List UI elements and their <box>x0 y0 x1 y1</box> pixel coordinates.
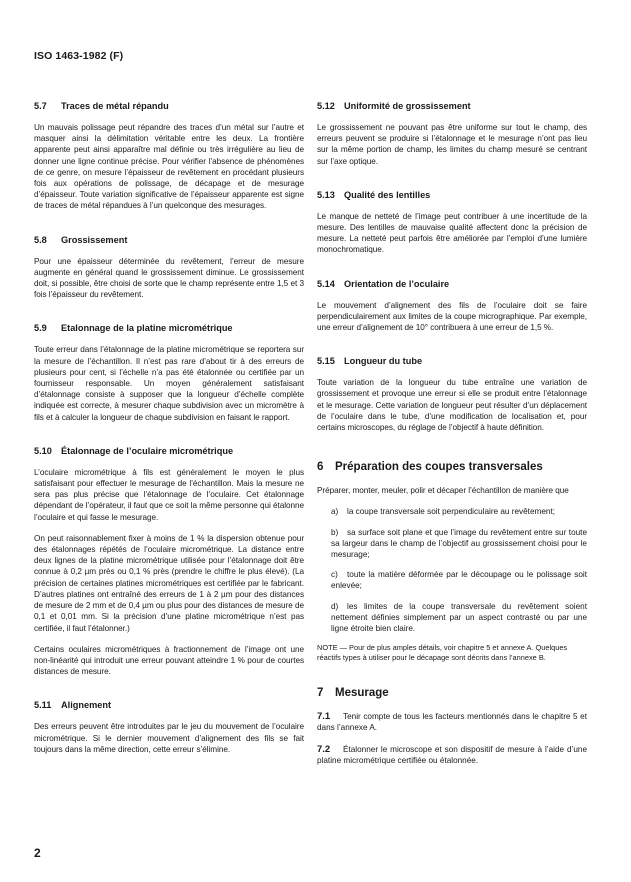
section-title: Étalonnage de l’oculaire micrométrique <box>61 445 234 456</box>
section-number: 5.10 <box>34 445 52 456</box>
section-heading <box>317 100 587 112</box>
section-number: 5.11 <box>34 700 52 711</box>
section-heading <box>34 100 304 112</box>
list-text: la coupe transversale soit perpendiculaire au revêtement; <box>347 507 555 517</box>
section-title: Alignement <box>61 700 112 711</box>
section-5-12 <box>317 100 587 167</box>
paragraph-text: Tenir compte de tous les facteurs mentionnés dans le chapitre 5 et dans l’annexe A. <box>317 712 587 733</box>
intro-paragraph: Préparer, monter, meuler, polir et décaper l’échantillon de manière que <box>317 486 569 496</box>
list-label: d) <box>331 601 339 611</box>
list-text: sa surface soit plane et que l’image du revêtement entre sur toute sa largeur dans le champ de l’objectif au grossissement choisi pour le mesurage; <box>331 527 587 560</box>
list-text: toute la matière déformée par le découpage ou le polissage soit enlevée; <box>331 570 587 591</box>
paragraph: Pour une épaisseur déterminée du revêtement, l’erreur de mesure augmente en général quand le grossissement diminue. Le grossissement doit, si possible, être choisi de sorte que le champ représente entre 1,5 et 3 fois l’épaisseur du revêtement. <box>34 256 304 300</box>
section-title: Longueur du tube <box>344 356 423 367</box>
section-number: 5.13 <box>317 189 335 200</box>
paragraph: Toute erreur dans l’étalonnage de la platine micrométrique se reportera sur la mesure de l’échantillon. Il n’est pas rare d’about tir à des erreurs de plusieurs pour cent, si l’échelle n’a pas été étalonnée ou certifiée par un fournisseur responsable. Un moyen généralement satisfaisant d’étalonnage consiste à supposer que la longueur d’échelle complète indiquée est correcte, à mesurer chaque subdivision avec un micromètre à fils et à calculer la longueur de chaque subdivision en faisant le rapport. <box>34 345 304 422</box>
paragraph: Certains oculaires micrométriques à fractionnement de l’image ont une non-linéarité qui introduit une erreur pouvant atteindre 1 % pour de courtes distances de mesure. <box>34 644 304 677</box>
section-number: 5.8 <box>34 234 47 245</box>
section-title: Uniformité de grossissement <box>344 101 471 111</box>
section-heading <box>34 234 304 246</box>
section-heading <box>34 699 304 711</box>
paragraph-text: Étalonner le microscope et son dispositif de mesure à l’aide d’une platine micrométrique certifiée ou étalonnée. <box>317 744 587 765</box>
paragraph: Le mouvement d’alignement des fils de l’oculaire doit se faire perpendiculairement aux limites de la coupe micrographique. Par exemple, une erreur d’alignement de 10° contribuera à une erreur de 1,5 %. <box>317 300 587 333</box>
list-label: c) <box>331 570 338 580</box>
section-number: 5.9 <box>34 323 47 334</box>
numbered-paragraph <box>317 744 587 766</box>
section-5-7 <box>34 100 304 212</box>
list-item <box>331 601 587 635</box>
section-5-11 <box>34 699 304 755</box>
section-title: Orientation de l’oculaire <box>344 278 450 289</box>
section-number: 5.15 <box>317 356 335 367</box>
list-label: a) <box>331 507 339 517</box>
section-heading <box>317 278 587 290</box>
section-number: 5.12 <box>317 101 335 111</box>
section-title: Qualité des lentilles <box>344 189 431 200</box>
page-number: 2 <box>34 846 41 860</box>
paragraph: Le grossissement ne pouvant pas être uniforme sur tout le champ, des erreurs peuvent se produire si l’étalonnage et le mesurage n’ont pas lieu sur la même portion de champ, les limites du champ mesuré se centrant sur l’axe optique. <box>317 123 587 166</box>
section-7 <box>317 687 587 766</box>
standard-header: ISO 1463-1982 (F) <box>34 50 124 62</box>
right-column <box>317 100 587 776</box>
chapter-number: 7 <box>317 687 324 700</box>
chapter-number: 6 <box>317 461 324 474</box>
section-title: Etalonnage de la platine micrométrique <box>61 323 233 334</box>
numbered-paragraph <box>317 711 587 733</box>
paragraph-number: 7.1 <box>317 711 331 723</box>
section-6 <box>317 461 587 663</box>
chapter-heading <box>317 461 587 473</box>
paragraph: L’oculaire micrométrique à fils est généralement le moyen le plus satisfaisant pour effectuer le mesurage de l’échantillon. Mais la mesure ne sera pas plus précise que l’étalonnage de l’oculaire. Cet étalonnage dépendant de l’opérateur, il faut que ce soit la même personne qui étalonne l’oculaire et qui fasse le mesurage. <box>34 467 304 522</box>
section-number: 5.7 <box>34 101 47 111</box>
section-heading <box>317 355 587 367</box>
left-column <box>34 100 304 765</box>
section-title: Grossissement <box>61 234 128 245</box>
section-title: Traces de métal répandu <box>61 101 169 111</box>
paragraph: Des erreurs peuvent être introduites par le jeu du mouvement de l’oculaire micrométrique. Si le dernier mouvement d’alignement des fils se fait toujours dans la même direction, cette erreur s’élimine. <box>34 722 304 754</box>
chapter-heading <box>317 687 587 699</box>
section-heading <box>34 322 304 334</box>
paragraph: On peut raisonnablement fixer à moins de 1 % la dispersion obtenue pour des étalonnages répétés de l’oculaire micrométrique. La distance entre deux lignes de la platine micrométrique utilisée pour l’étalonnage doit être connue à 0,2 µm près ou 0,1 % près (prendre le chiffre le plus élevé). (La précision de certaines platines micrométriques est certifiée par le fabricant. D’autres platines ont entraîné des erreurs de 1 à 2 µm pour des distances de mesure de 2 mm et de 0,4 µm ou plus pour des distances de mesure de 0,1 et 0,01 mm. Si la précision d’une platine micrométrique n’est pas certifiée, il faut l’étalonner.) <box>34 533 304 633</box>
list-text: les limites de la coupe transversale du revêtement soient nettement définies simplement par un aspect contrasté ou par une ligne étroite bien claire. <box>331 601 587 634</box>
list-item <box>331 506 587 517</box>
section-5-15 <box>317 355 587 433</box>
section-5-10 <box>34 445 304 677</box>
paragraph-number: 7.2 <box>317 743 331 755</box>
paragraph: Toute variation de la longueur du tube entraîne une variation de grossissement et provoque une erreur si elle se produit entre l’étalonnage et le mesurage. Cette variation de longueur peut résulter d’un déplacement de l’oculaire dans le tube, d’une modification de localisation et, pour certains microscopes, du réglage de l’objectif à haute définition. <box>317 378 587 433</box>
section-heading <box>34 445 304 457</box>
chapter-title: Préparation des coupes transversales <box>335 461 543 474</box>
note: NOTE — Pour de plus amples détails, voir chapitre 5 et annexe A. Quelques réactifs types à utiliser pour le décapage sont décrits dans l’annexe B. <box>317 643 568 663</box>
section-5-8 <box>34 234 304 301</box>
list-item <box>331 569 587 591</box>
paragraph: Un mauvais polissage peut répandre des traces d’un métal sur l’autre et masquer ainsi la délimitation véritable entre les deux. La frontière apparente peut ainsi apparaître mal définie ou très irrégulière au lieu de donner une ligne continue précise. Pour vérifier l’absence de phénomènes de ce genre, on mesure l’épaisseur de revêtement en procédant plusieurs fois aux opérations de polissage, de décapage et de mesurage d’épaisseur. Toute variation significative de l’épaisseur apparente est signe de traces de métal répandues à l’un quelconque des mesurages. <box>34 123 304 211</box>
section-number: 5.14 <box>317 278 335 289</box>
list-item <box>331 527 587 561</box>
section-5-13 <box>317 189 587 256</box>
list-label: b) <box>331 527 339 537</box>
chapter-title: Mesurage <box>335 687 389 700</box>
section-5-14 <box>317 278 587 334</box>
section-heading <box>317 189 587 201</box>
paragraph: Le manque de netteté de l’image peut contribuer à une incertitude de la mesure. Des lentilles de mauvaise qualité affectent donc la précision de mesure. La netteté peut parfois être améliorée par l’emploi d’une lumière monochromatique. <box>317 211 587 255</box>
section-5-9 <box>34 322 304 422</box>
